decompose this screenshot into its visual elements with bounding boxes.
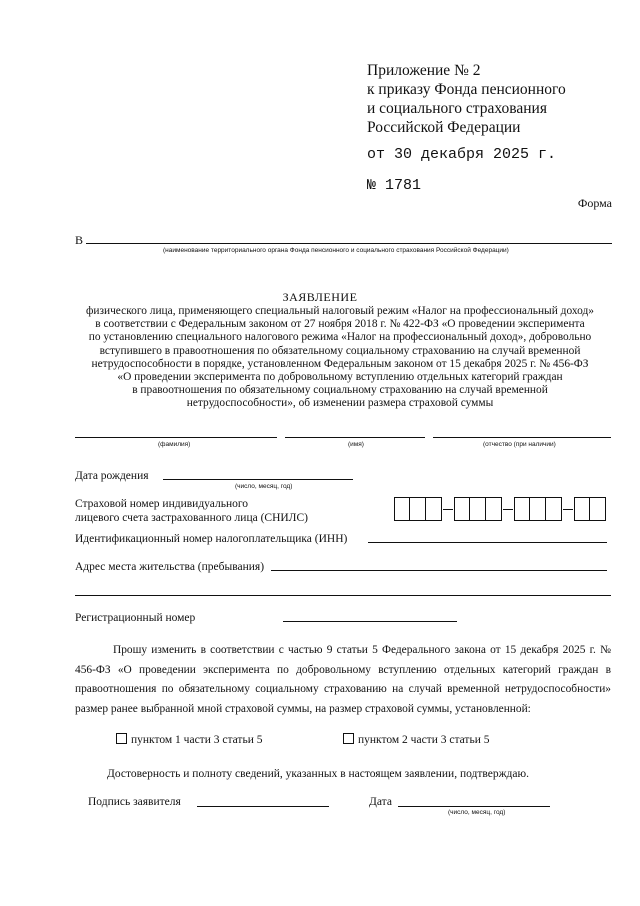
snils-digit-box[interactable] [426, 497, 442, 521]
date-field[interactable] [398, 806, 550, 807]
first-name-field[interactable] [285, 437, 425, 438]
first-name-caption: (имя) [348, 441, 364, 448]
confirmation-text: Достоверность и полноту сведений, указанных в настоящем заявлении, подтверждаю. [107, 768, 529, 780]
snils-separator [443, 509, 453, 510]
subtitle-line: «О проведении эксперимента по добровольному вступлению отдельных категорий граждан [117, 371, 563, 384]
snils-input-boxes[interactable] [394, 496, 606, 522]
snils-digit-box[interactable] [470, 497, 486, 521]
recipient-caption: (наименование территориального органа Фонда пенсионного и социального страхования Российской Федерации) [163, 247, 509, 254]
patronymic-caption: (отчество (при наличии) [483, 441, 556, 448]
birth-date-caption: (число, месяц, год) [235, 483, 293, 490]
snils-separator [563, 509, 573, 510]
subtitle-line: нетрудоспособности в порядке, установленном Федеральным законом от 15 декабря 2025 г. № 456-ФЗ [91, 357, 589, 370]
document-subtitle [60, 305, 620, 411]
appendix-header [367, 61, 566, 137]
snils-digit-box[interactable] [546, 497, 562, 521]
date-caption: (число, месяц, год) [448, 809, 506, 816]
address-field-continuation[interactable] [75, 595, 611, 596]
appendix-line: к приказу Фонда пенсионного [367, 81, 566, 98]
subtitle-line: в соответствии с Федеральным законом от 27 ноября 2018 г. № 422-ФЗ «О проведении эксперимента [95, 318, 585, 331]
option-1-label: пунктом 1 части 3 статьи 5 [131, 734, 263, 746]
date-label: Дата [369, 796, 392, 808]
subtitle-line: в правоотношения по обязательному социальному страхованию на случай временной [132, 384, 548, 397]
inn-field[interactable] [368, 542, 607, 543]
order-date: от 30 декабря 2025 г. [367, 146, 557, 163]
birth-date-field[interactable] [163, 479, 353, 480]
form-label: Форма [577, 196, 612, 210]
document-title: ЗАЯВЛЕНИЕ [282, 290, 358, 304]
address-label: Адрес места жительства (пребывания) [75, 561, 265, 573]
address-field[interactable] [271, 570, 607, 571]
option-2-checkbox[interactable] [343, 733, 354, 744]
option-2-label: пунктом 2 части 3 статьи 5 [358, 734, 490, 746]
option-1-checkbox[interactable] [116, 733, 127, 744]
option-1[interactable] [116, 733, 262, 746]
appendix-line: Российской Федерации [367, 119, 521, 136]
request-text: Прошу изменить в соответствии с частью 9 статьи 5 Федерального закона от 15 декабря 2025 г. № 456-ФЗ «О проведении эксперимента по добровольному вступлению отдельных категорий граждан в правоотношения по обязательному социальному страхованию на случай временной нетрудоспособности» размер ранее выбранной мной страховой суммы, на размер страховой суммы, установленной: [75, 644, 611, 715]
snils-digit-box[interactable] [590, 497, 606, 521]
snils-digit-box[interactable] [530, 497, 546, 521]
signature-field[interactable] [197, 806, 329, 807]
snils-digit-box[interactable] [486, 497, 502, 521]
snils-label-line-2: лицевого счета застрахованного лица (СНИЛС) [75, 512, 308, 524]
option-2[interactable] [343, 733, 489, 746]
patronymic-field[interactable] [433, 437, 611, 438]
snils-digit-box[interactable] [410, 497, 426, 521]
registration-number-label: Регистрационный номер [75, 612, 196, 624]
inn-label: Идентификационный номер налогоплательщика (ИНН) [75, 533, 348, 545]
appendix-line: Приложение № 2 [367, 62, 481, 79]
snils-label-line-1: Страховой номер индивидуального [75, 498, 249, 510]
signature-label: Подпись заявителя [88, 796, 181, 808]
surname-field[interactable] [75, 437, 277, 438]
snils-digit-box[interactable] [394, 497, 410, 521]
subtitle-line: вступившего в правоотношения по обязательному социальному страхованию на случай временной [99, 344, 581, 357]
registration-number-field[interactable] [283, 621, 457, 622]
snils-separator [503, 509, 513, 510]
recipient-prefix: В [75, 233, 84, 247]
birth-date-label: Дата рождения [75, 470, 149, 482]
subtitle-line: нетрудоспособности», об изменении размера страховой суммы [186, 397, 494, 410]
subtitle-line: физического лица, применяющего специальный налоговый режим «Налог на профессиональный доход» [86, 305, 594, 317]
surname-caption: (фамилия) [158, 441, 191, 448]
appendix-line: и социального страхования [367, 100, 547, 117]
recipient-field[interactable] [86, 243, 612, 244]
request-paragraph [75, 641, 611, 719]
order-number: № 1781 [367, 177, 422, 194]
snils-digit-box[interactable] [454, 497, 470, 521]
snils-digit-box[interactable] [574, 497, 590, 521]
snils-digit-box[interactable] [514, 497, 530, 521]
subtitle-line: по установлению специального налогового режима «Налог на профессиональный доход», добровольно [88, 331, 592, 344]
